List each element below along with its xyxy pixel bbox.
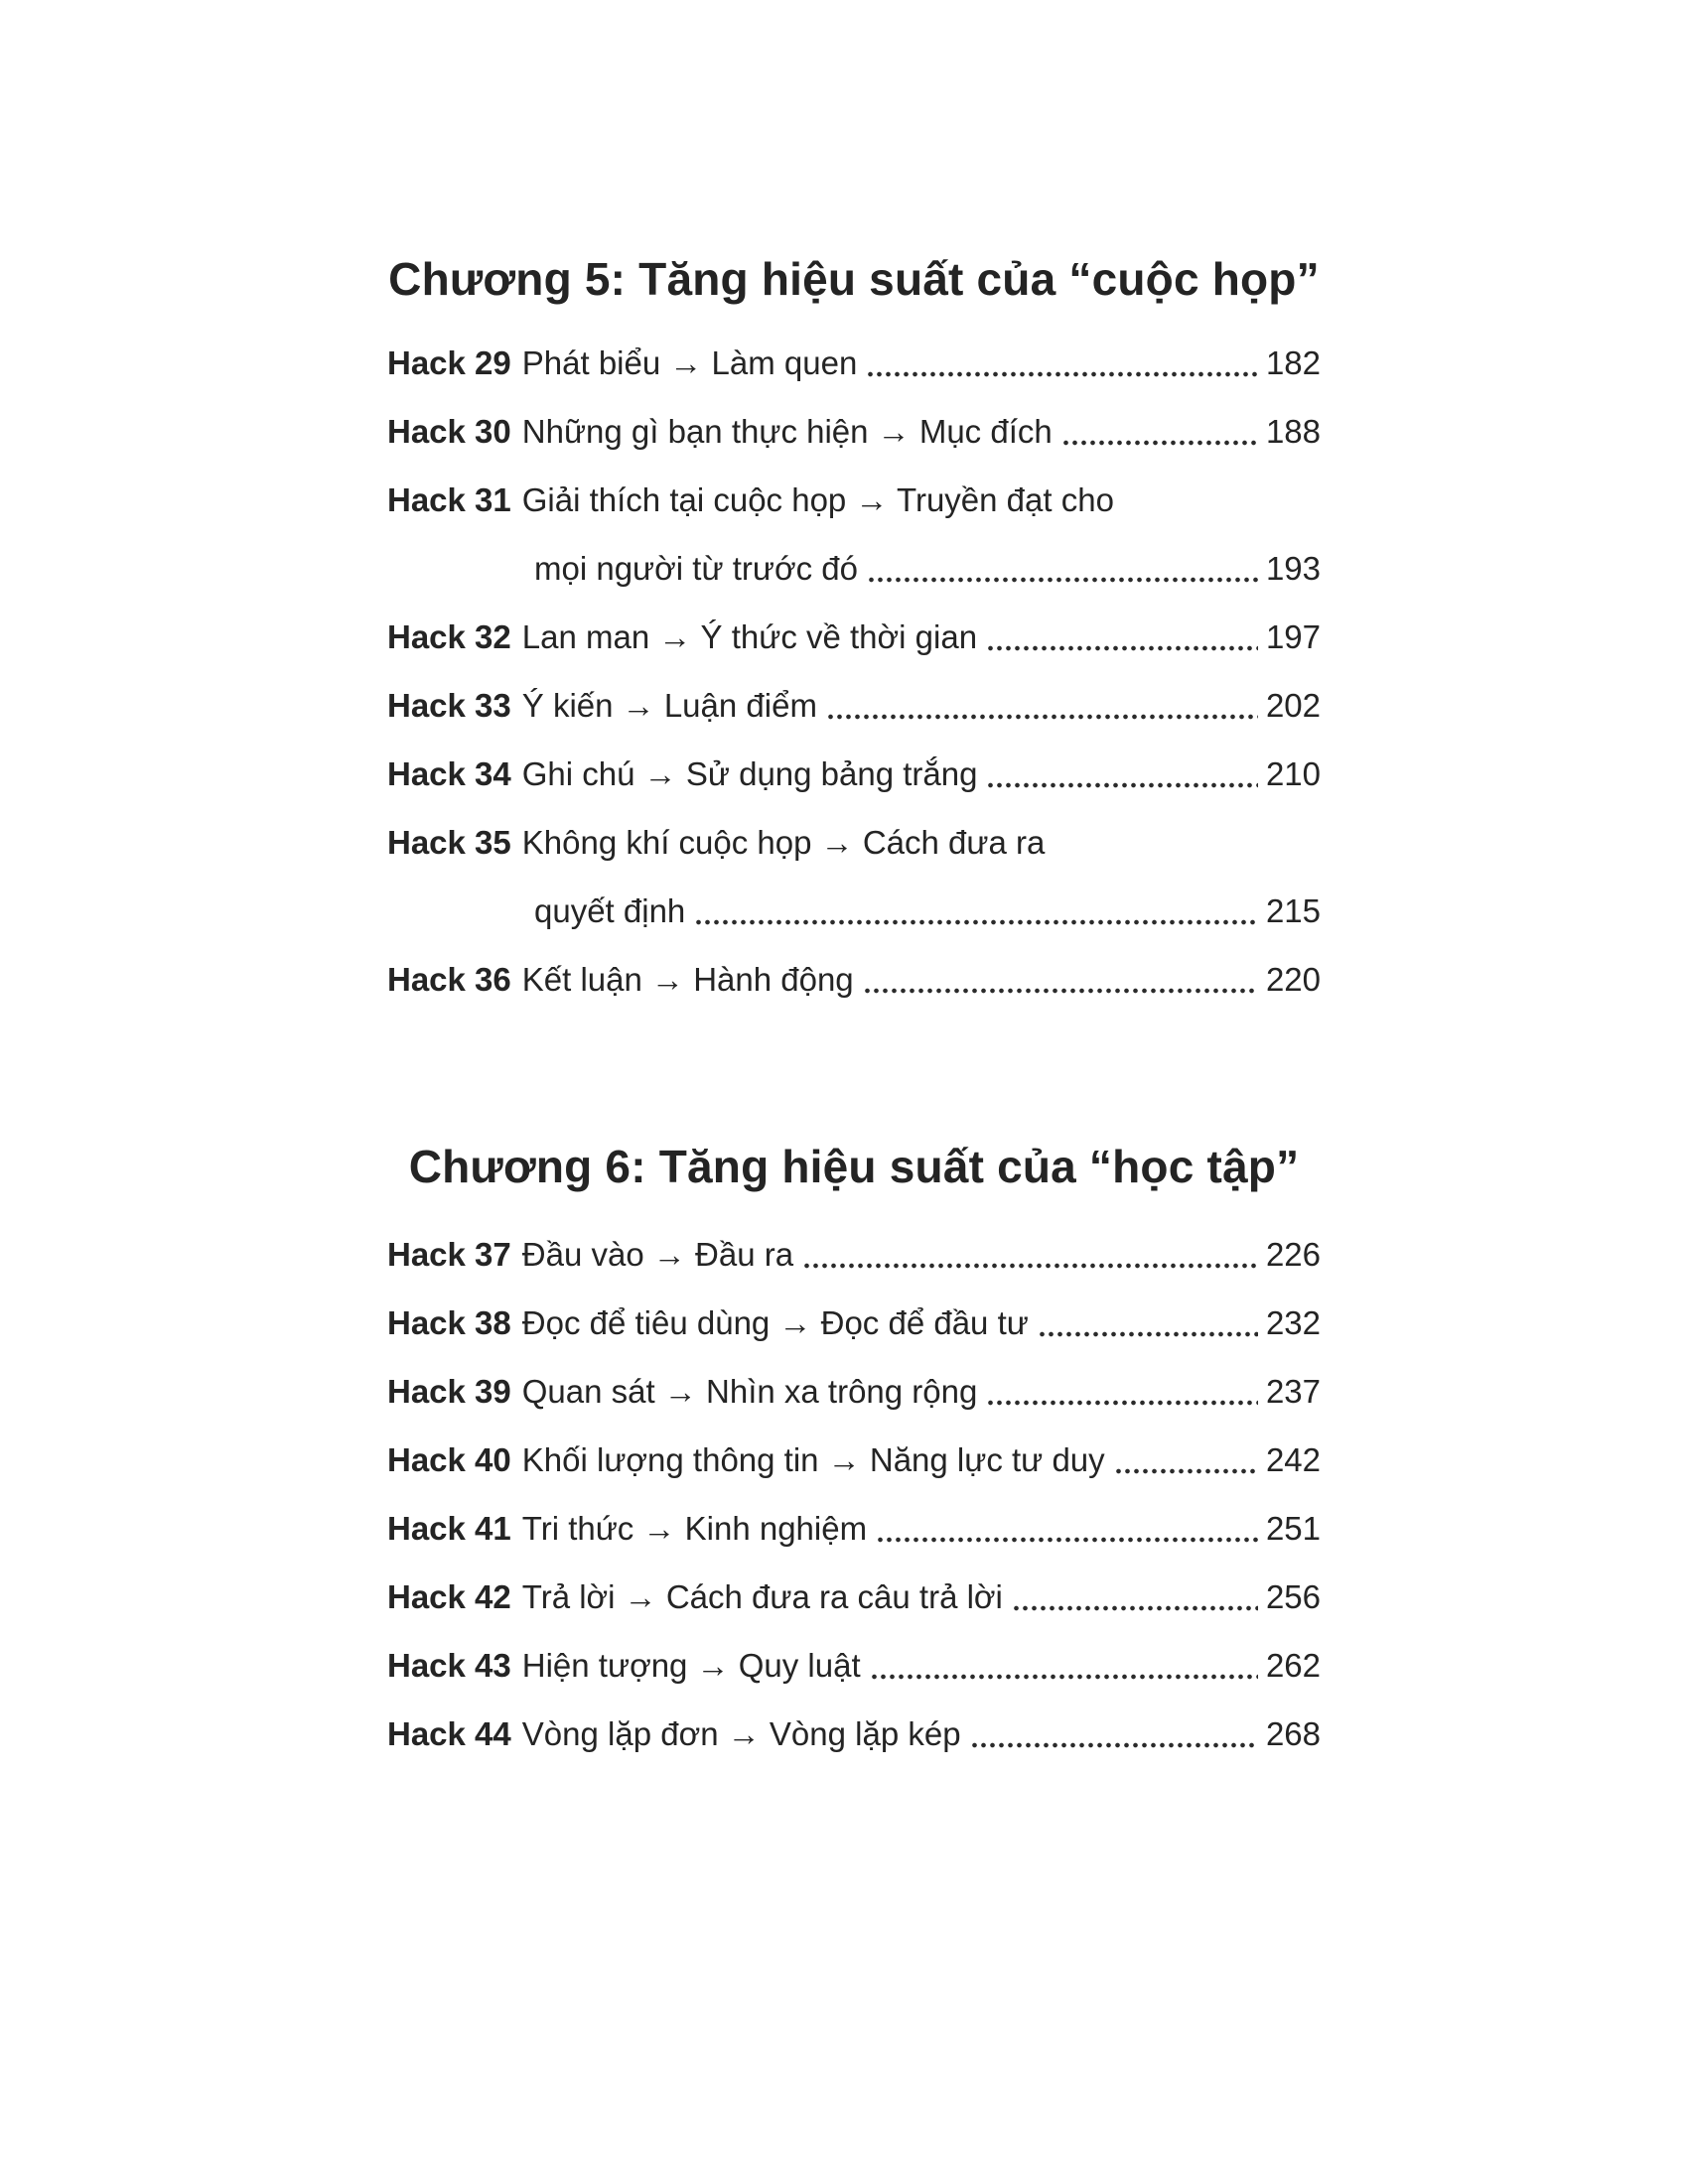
toc-entry-line bbox=[387, 1644, 1321, 1688]
dot-leader bbox=[1061, 439, 1258, 447]
dot-leader bbox=[1038, 1330, 1258, 1338]
entry-text-cont: quyết định bbox=[534, 892, 686, 929]
entry-text: Không khí cuộc họp → Cách đưa ra bbox=[521, 824, 1046, 861]
entry-text: Kết luận → Hành động bbox=[521, 961, 854, 998]
hack-label: Hack 38 bbox=[387, 1304, 511, 1341]
toc-entry bbox=[387, 684, 1321, 728]
toc-entry bbox=[387, 1233, 1321, 1277]
hack-label: Hack 43 bbox=[387, 1647, 511, 1684]
dot-leader bbox=[866, 370, 1258, 378]
dot-leader bbox=[986, 781, 1257, 789]
page-number: 268 bbox=[1265, 1715, 1321, 1752]
toc-entry-line bbox=[387, 684, 1321, 728]
page-number: 232 bbox=[1265, 1304, 1321, 1341]
hack-label: Hack 42 bbox=[387, 1578, 511, 1615]
hack-label: Hack 29 bbox=[387, 344, 511, 381]
hack-label: Hack 44 bbox=[387, 1715, 511, 1752]
entry-text: Giải thích tại cuộc họp → Truyền đạt cho bbox=[521, 481, 1114, 518]
page-number: 262 bbox=[1265, 1647, 1321, 1684]
toc-entry bbox=[387, 1507, 1321, 1551]
page-number: 220 bbox=[1265, 961, 1321, 998]
toc-entry-line bbox=[387, 1438, 1321, 1482]
entry-text: Ý kiến → Luận điểm bbox=[521, 687, 817, 724]
chapter-6-toc-list bbox=[387, 1233, 1321, 1756]
hack-label: Hack 35 bbox=[387, 824, 511, 861]
page-number: 251 bbox=[1265, 1510, 1321, 1547]
dot-leader bbox=[863, 987, 1258, 995]
page-number: 242 bbox=[1265, 1441, 1321, 1478]
toc-entry-line bbox=[387, 478, 1321, 522]
hack-label: Hack 34 bbox=[387, 755, 511, 792]
entry-text: Trả lời → Cách đưa ra câu trả lời bbox=[521, 1578, 1003, 1615]
entry-text: Hiện tượng → Quy luật bbox=[521, 1647, 861, 1684]
hack-label: Hack 41 bbox=[387, 1510, 511, 1547]
dot-leader bbox=[1012, 1604, 1258, 1612]
page-number: 182 bbox=[1265, 344, 1321, 381]
entry-text: Quan sát → Nhìn xa trông rộng bbox=[521, 1373, 978, 1410]
page-number: 215 bbox=[1265, 892, 1321, 929]
toc-entry-line bbox=[387, 615, 1321, 659]
toc-entry bbox=[387, 1712, 1321, 1756]
dot-leader bbox=[870, 1673, 1258, 1681]
entry-text: Đầu vào → Đầu ra bbox=[521, 1236, 794, 1273]
toc-entry-line bbox=[387, 1370, 1321, 1414]
hack-label: Hack 40 bbox=[387, 1441, 511, 1478]
toc-entry-line bbox=[387, 1712, 1321, 1756]
dot-leader bbox=[970, 1741, 1258, 1749]
toc-entry-line bbox=[387, 1301, 1321, 1345]
toc-entry-line bbox=[387, 821, 1321, 865]
page-number: 197 bbox=[1265, 618, 1321, 655]
dot-leader bbox=[1114, 1467, 1258, 1475]
entry-text: Phát biểu → Làm quen bbox=[521, 344, 858, 381]
dot-leader bbox=[986, 644, 1258, 652]
dot-leader bbox=[986, 1399, 1258, 1407]
page-number: 256 bbox=[1265, 1578, 1321, 1615]
hack-label: Hack 30 bbox=[387, 413, 511, 450]
chapter-6-title: Chương 6: Tăng hiệu suất của “học tập” bbox=[408, 1141, 1300, 1192]
toc-entry bbox=[387, 410, 1321, 454]
entry-text: Vòng lặp đơn → Vòng lặp kép bbox=[521, 1715, 961, 1752]
toc-entry bbox=[387, 478, 1321, 591]
page-number: 188 bbox=[1265, 413, 1321, 450]
dot-leader bbox=[876, 1536, 1258, 1544]
toc-entry bbox=[387, 1438, 1321, 1482]
toc-entry-line bbox=[387, 1575, 1321, 1619]
toc-entry-line bbox=[387, 752, 1321, 796]
entry-text: Lan man → Ý thức về thời gian bbox=[521, 618, 978, 655]
entry-text: Đọc để tiêu dùng → Đọc để đầu tư bbox=[521, 1304, 1029, 1341]
toc-entry bbox=[387, 958, 1321, 1002]
toc-entry bbox=[387, 1370, 1321, 1414]
chapter-6-section bbox=[387, 1136, 1321, 1756]
toc-entry-line bbox=[387, 1507, 1321, 1551]
page-number: 210 bbox=[1265, 755, 1321, 792]
dot-leader bbox=[826, 713, 1258, 721]
toc-entry bbox=[387, 1644, 1321, 1688]
page-number: 193 bbox=[1265, 550, 1321, 587]
chapter-5-title: Chương 5: Tăng hiệu suất của “cuộc họp” bbox=[388, 253, 1320, 305]
entry-text: Khối lượng thông tin → Năng lực tư duy bbox=[521, 1441, 1105, 1478]
chapter-5-toc-list bbox=[387, 341, 1321, 1002]
entry-text-cont: mọi người từ trước đó bbox=[534, 550, 858, 587]
hack-label: Hack 39 bbox=[387, 1373, 511, 1410]
toc-entry-continuation bbox=[387, 547, 1321, 591]
page-number: 237 bbox=[1265, 1373, 1321, 1410]
toc-entry bbox=[387, 821, 1321, 933]
hack-label: Hack 32 bbox=[387, 618, 511, 655]
toc-entry-line bbox=[387, 410, 1321, 454]
toc-entry bbox=[387, 615, 1321, 659]
toc-entry-line bbox=[387, 1233, 1321, 1277]
hack-label: Hack 31 bbox=[387, 481, 511, 518]
page-number: 226 bbox=[1265, 1236, 1321, 1273]
toc-entry bbox=[387, 1301, 1321, 1345]
page-number: 202 bbox=[1265, 687, 1321, 724]
hack-label: Hack 33 bbox=[387, 687, 511, 724]
dot-leader bbox=[802, 1262, 1258, 1270]
entry-text: Những gì bạn thực hiện → Mục đích bbox=[521, 413, 1053, 450]
toc-entry bbox=[387, 341, 1321, 385]
toc-entry bbox=[387, 752, 1321, 796]
toc-content bbox=[387, 248, 1321, 1756]
dot-leader bbox=[694, 918, 1258, 926]
hack-label: Hack 36 bbox=[387, 961, 511, 998]
toc-entry-continuation bbox=[387, 889, 1321, 933]
chapter-5-section bbox=[387, 248, 1321, 1002]
toc-entry-line bbox=[387, 958, 1321, 1002]
entry-text: Ghi chú → Sử dụng bảng trắng bbox=[521, 755, 978, 792]
toc-entry bbox=[387, 1575, 1321, 1619]
hack-label: Hack 37 bbox=[387, 1236, 511, 1273]
toc-entry-line bbox=[387, 341, 1321, 385]
entry-text: Tri thức → Kinh nghiệm bbox=[521, 1510, 868, 1547]
dot-leader bbox=[867, 576, 1258, 584]
